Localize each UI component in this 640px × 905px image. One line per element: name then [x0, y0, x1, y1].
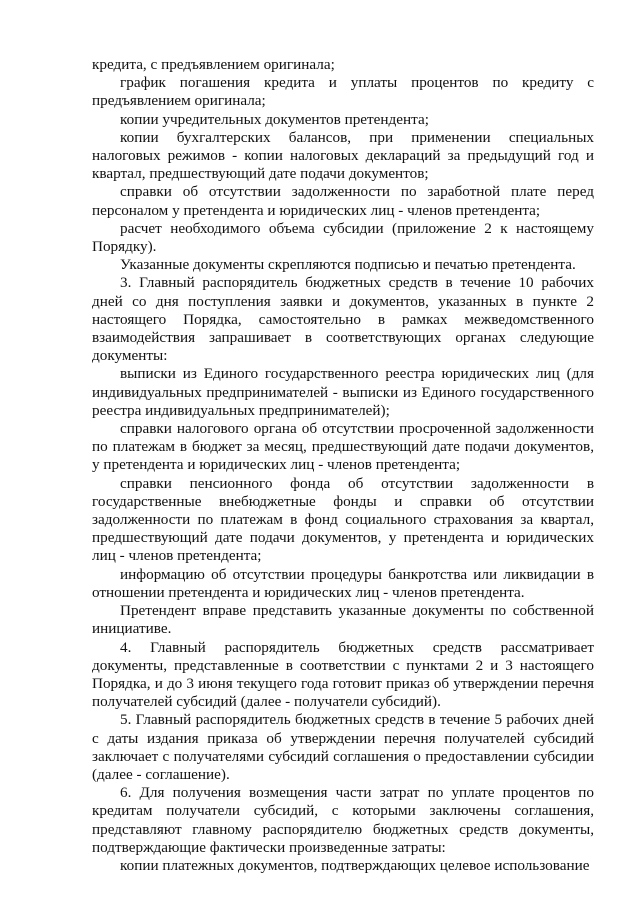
paragraph-salary-debt-certificates: справки об отсутствии задолженности по заработной плате перед персоналом у претендента и юридических лиц - членов претендента;: [92, 183, 594, 219]
paragraph-item-6: 6. Для получения возмещения части затрат по уплате процентов по кредитам получатели субсидий, с которыми заключены соглашения, представляют главному распорядителю бюджетных средств документы, подтверждающие фактически произведенные затраты:: [92, 784, 594, 856]
paragraph-item-5: 5. Главный распорядитель бюджетных средств в течение 5 рабочих дней с даты издания приказа об утверждении перечня получателей субсидий заключает с получателями субсидий соглашения о предоставлении субсидии (далее - соглашение).: [92, 711, 594, 783]
document-page: [92, 56, 594, 875]
paragraph-credit-original: кредита, с предъявлением оригинала;: [92, 56, 335, 73]
paragraph-subsidy-calculation: расчет необходимого объема субсидии (приложение 2 к настоящему Порядку).: [92, 219, 594, 256]
paragraph-registry-extracts: выписки из Единого государственного реестра юридических лиц (для индивидуальных предпринимателей - выписки из Единого государственного реестра индивидуальных предпринимателей);: [92, 365, 594, 419]
paragraph-repayment-schedule: график погашения кредита и уплаты процентов по кредиту с предъявлением оригинала;: [92, 74, 594, 110]
paragraph-signature-seal: Указанные документы скрепляются подписью и печатью претендента.: [120, 256, 576, 274]
paragraph-own-initiative: Претендент вправе представить указанные документы по собственной инициативе.: [92, 602, 594, 638]
paragraph-item-3: 3. Главный распорядитель бюджетных средств в течение 10 рабочих дней со дня поступления заявки и документов, указанных в пункте 2 настоящего Порядка, самостоятельно в рамках межведомственного взаимодействия запрашивает в соответствующих органах следующие документы:: [92, 274, 594, 365]
paragraph-bankruptcy-info: информацию об отсутствии процедуры банкротства или ликвидации в отношении претендента и юридических лиц - членов претендента.: [92, 565, 594, 601]
paragraph-pension-fund-certificates: справки пенсионного фонда об отсутствии задолженности в государственные внебюджетные фонды и справки об отсутствии задолженности по платежам в фонд социального страхования за квартал, предшествующий дате подачи документов, у претендента и юридических лиц - членов претендента;: [92, 474, 594, 565]
paragraph-payment-documents: копии платежных документов, подтверждающих целевое использование: [120, 856, 590, 874]
paragraph-balance-sheets: копии бухгалтерских балансов, при применении специальных налоговых режимов - копии налоговых деклараций за предыдущий год и квартал, предшествующий дате подачи документов;: [92, 128, 594, 183]
paragraph-founding-documents: копии учредительных документов претендента;: [120, 110, 429, 128]
paragraph-item-4: 4. Главный распорядитель бюджетных средств рассматривает документы, представленные в соответствии с пунктами 2 и 3 настоящего Порядка, и до 3 июня текущего года готовит приказ об утверждении перечня получателей субсидий (далее - получатели субсидий).: [92, 638, 594, 711]
paragraph-tax-certificates: справки налогового органа об отсутствии просроченной задолженности по платежам в бюджет за месяц, предшествующий дате подачи документов, у претендента и юридических лиц - членов претендента;: [92, 420, 594, 474]
